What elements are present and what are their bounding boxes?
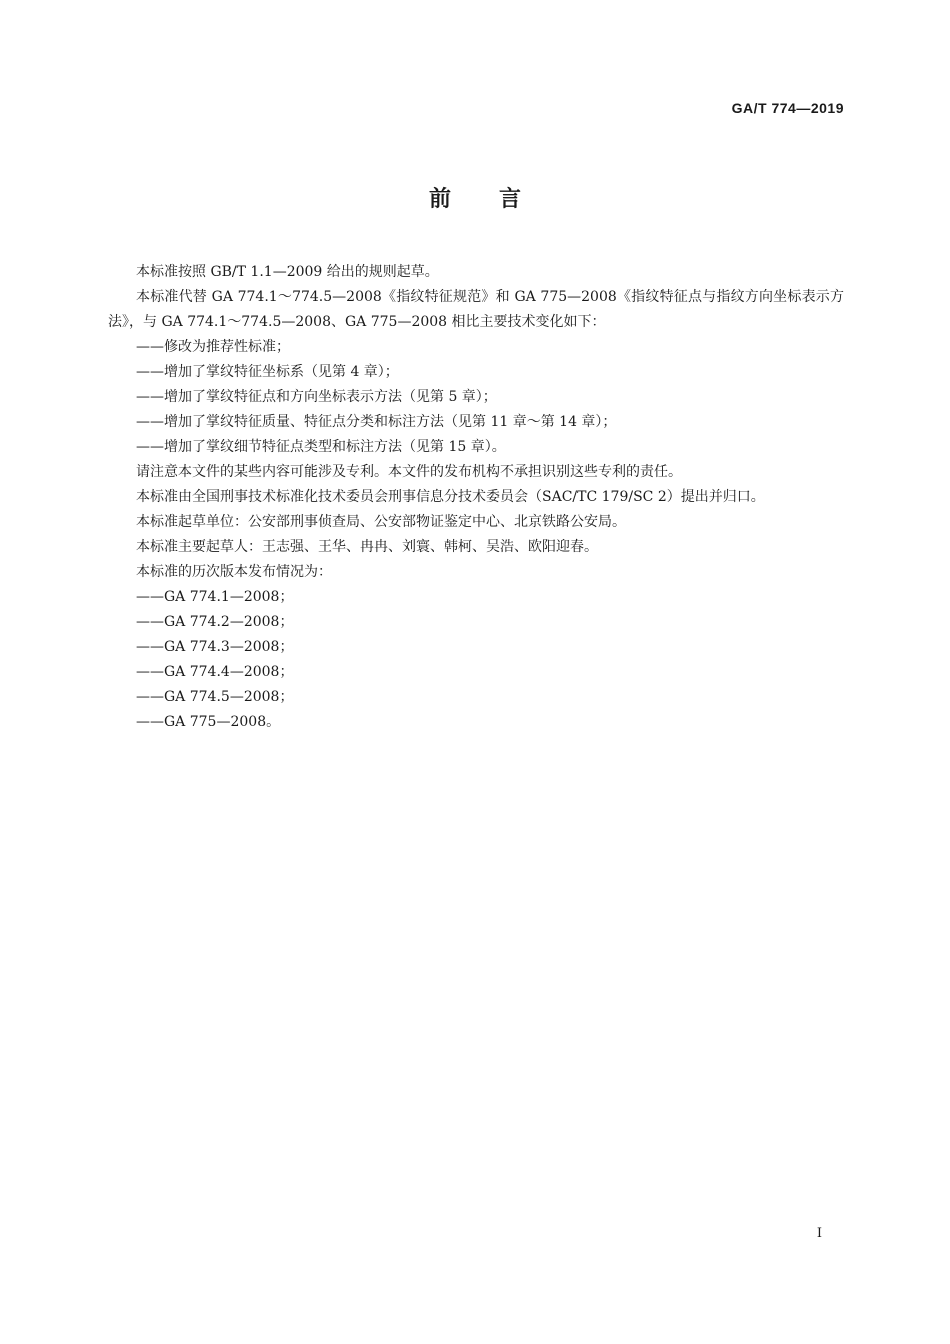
- paragraph-history-intro: 本标准的历次版本发布情况为：: [136, 564, 332, 580]
- list-item-change: ——增加了掌纹特征坐标系（见第 4 章）；: [136, 364, 399, 380]
- list-item-history: ——GA 774.2—2008；: [136, 614, 294, 630]
- paragraph-patent-notice: 请注意本文件的某些内容可能涉及专利。本文件的发布机构不承担识别这些专利的责任。: [136, 464, 682, 480]
- list-item-change: ——修改为推荐性标准；: [136, 339, 290, 355]
- paragraph-drafters: 本标准主要起草人：王志强、王华、冉冉、刘寰、韩柯、吴浩、欧阳迎春。: [136, 539, 598, 555]
- list-item-change: ——增加了掌纹细节特征点类型和标注方法（见第 15 章）。: [136, 439, 506, 455]
- list-item-history: ——GA 774.4—2008；: [136, 664, 294, 680]
- paragraph-drafting-units: 本标准起草单位：公安部刑事侦查局、公安部物证鉴定中心、北京铁路公安局。: [136, 514, 626, 530]
- list-item-change: ——增加了掌纹特征点和方向坐标表示方法（见第 5 章）；: [136, 389, 497, 405]
- list-item-history: ——GA 774.3—2008；: [136, 639, 294, 655]
- paragraph-proposer: 本标准由全国刑事技术标准化技术委员会刑事信息分技术委员会（SAC/TC 179/SC 2）提出并归口。: [136, 489, 765, 505]
- standard-number: GA/T 774—2019: [731, 100, 844, 116]
- page-number: I: [816, 1226, 822, 1241]
- list-item-history: ——GA 774.1—2008；: [136, 589, 294, 605]
- paragraph-replaces: 本标准代替 GA 774.1～774.5—2008《指纹特征规范》和 GA 775—2008《指纹特征点与指纹方向坐标表示方法》，与 GA 774.1～774.5—2008、GA 775—2008 相比主要技术变化如下：: [108, 289, 844, 330]
- page-title: 前言: [428, 187, 569, 212]
- list-item-change: ——增加了掌纹特征质量、特征点分类和标注方法（见第 11 章～第 14 章）；: [136, 414, 617, 430]
- list-item-history: ——GA 775—2008。: [136, 714, 281, 730]
- paragraph-drafting-rules: 本标准按照 GB/T 1.1—2009 给出的规则起草。: [136, 264, 439, 280]
- foreword-body: [108, 260, 844, 735]
- list-item-history: ——GA 774.5—2008；: [136, 689, 294, 705]
